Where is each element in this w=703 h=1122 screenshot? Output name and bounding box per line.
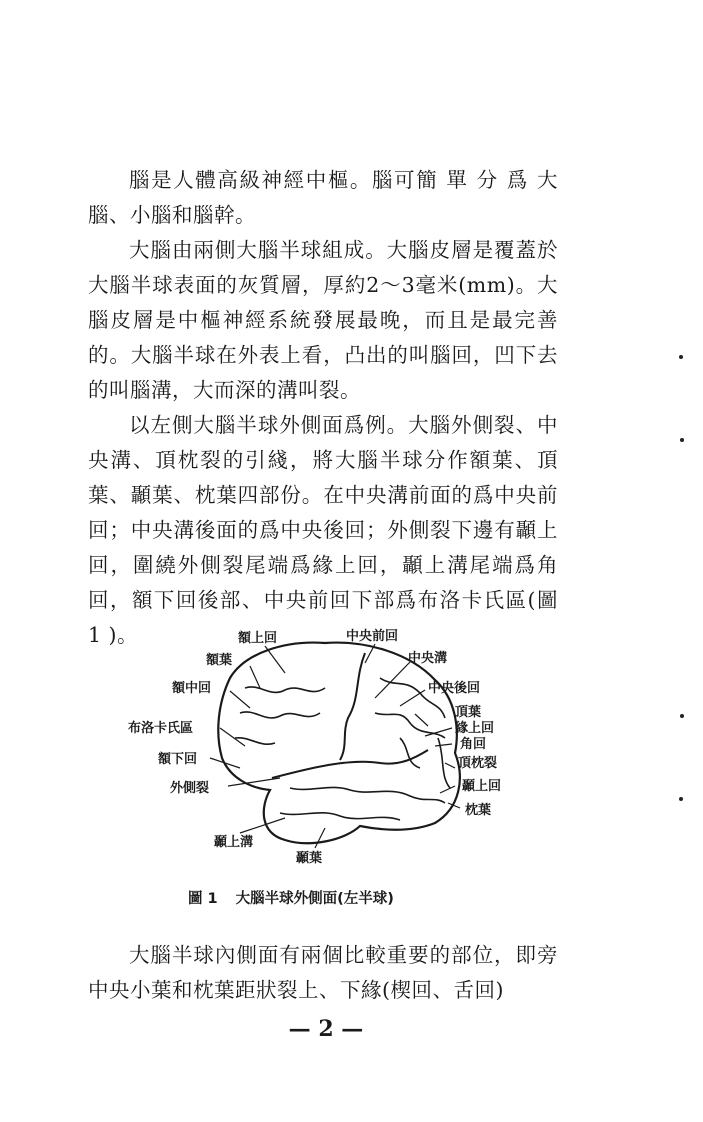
- label-zhen-ye: 枕葉: [465, 803, 492, 818]
- scan-mark: [680, 714, 684, 718]
- figure-number: 圖 1: [188, 891, 218, 907]
- figure-caption: [188, 887, 508, 908]
- page-number: — 2 —: [288, 1016, 364, 1042]
- label-e-zhong-hui: 額中回: [172, 681, 212, 696]
- label-zhong-yang-hou-hui: 中央後回: [428, 681, 481, 696]
- scan-mark: [679, 355, 683, 359]
- label-nie-shang-gou: 顳上溝: [214, 835, 254, 850]
- label-zhong-yang-qian-hui: 中央前回: [346, 629, 399, 644]
- scan-mark: [679, 797, 683, 801]
- label-buluoka: 布洛卡氏區: [128, 721, 194, 736]
- paragraph-4: 大腦半球內側面有兩個比較重要的部位，即旁中央小葉和枕葉距狀裂上、下緣(楔回、舌回): [88, 943, 558, 1002]
- label-jiao-hui: 角回: [460, 737, 487, 752]
- label-e-ye: 額葉: [206, 653, 233, 668]
- label-e-xia-hui: 額下回: [158, 752, 198, 767]
- label-wai-ce-lie: 外側裂: [170, 781, 210, 796]
- paragraph-2: 大腦由兩側大腦半球組成。大腦皮層是覆蓋於大腦半球表面的灰質層，厚約2～3毫米(mm)。大腦皮層是中樞神經系統發展最晚，而且是最完善的。大腦半球在外表上看，凸出的叫腦回，凹下去的叫腦溝，大而深的溝叫裂。: [88, 238, 558, 402]
- central-sulcus: [340, 653, 365, 760]
- label-e-shang-hui: 額上回: [238, 631, 278, 646]
- label-zhong-yang-gou: 中央溝: [408, 651, 448, 666]
- label-nie-shang-hui: 顳上回: [462, 779, 502, 794]
- label-yuan-shang-hui: 緣上回: [455, 721, 495, 736]
- scan-mark: [680, 438, 684, 442]
- paragraph-3: 以左側大腦半球外側面爲例。大腦外側裂、中央溝、頂枕裂的引綫，將大腦半球分作額葉、頂葉、顳葉、枕葉四部份。在中央溝前面的爲中央前回；中央溝後面的爲中央後回；外側裂下邊有顳上回，圍繞外側裂尾端爲緣上回，顳上溝尾端爲角回，額下回後部、中央前回下部爲布洛卡氏區(圖 1 )。: [88, 413, 558, 647]
- paragraph-1: 腦是人體高級神經中樞。腦可簡 單 分 爲 大腦、小腦和腦幹。: [88, 168, 558, 227]
- label-ding-ye: 頂葉: [455, 705, 482, 720]
- label-nie-ye: 顳葉: [296, 851, 323, 866]
- lateral-sulcus: [272, 750, 428, 778]
- figure-caption-text: 大腦半球外側面(左半球): [235, 891, 394, 907]
- brain-lateral-diagram: [110, 618, 540, 880]
- brain-figure: [110, 618, 540, 880]
- label-ding-zhen-lie: 頂枕裂: [458, 756, 498, 771]
- leader-lines: [210, 644, 460, 848]
- brain-outline: [218, 643, 460, 844]
